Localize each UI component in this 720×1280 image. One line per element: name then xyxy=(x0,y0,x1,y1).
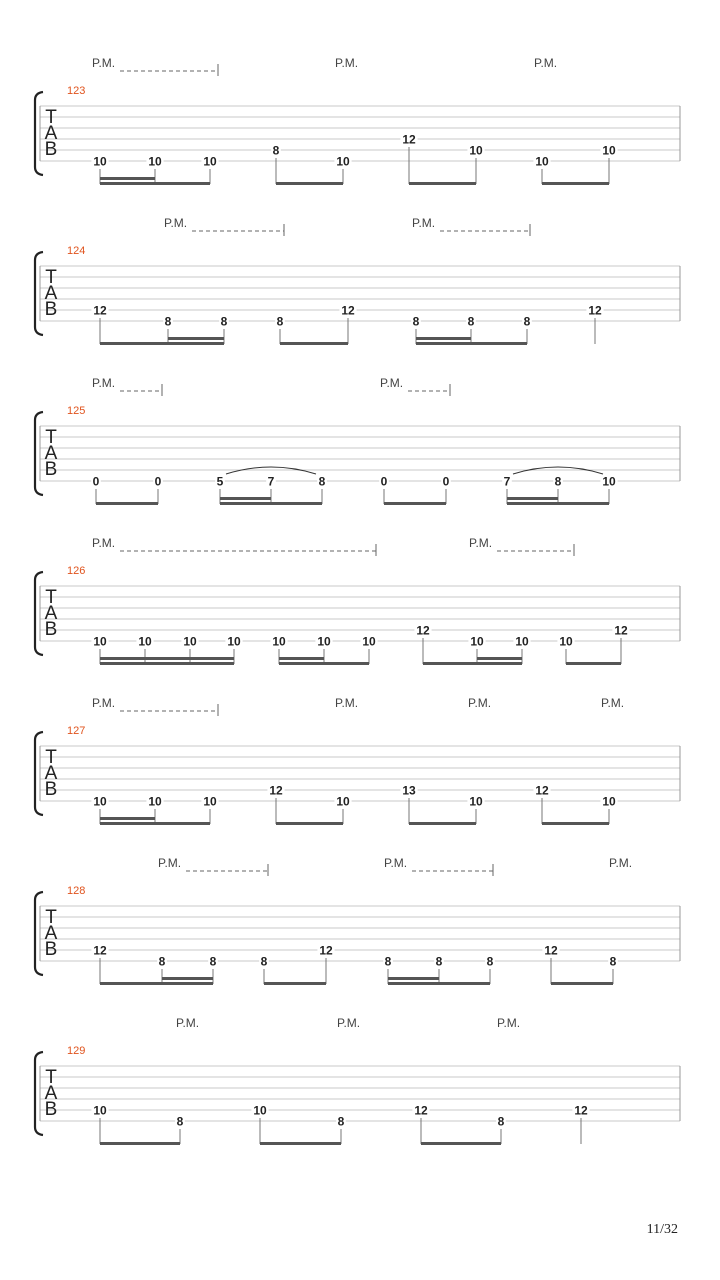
beam xyxy=(551,982,613,985)
fret-number: 10 xyxy=(602,474,616,489)
beam xyxy=(276,822,343,825)
fret-number: 10 xyxy=(336,794,350,809)
fret-number: 0 xyxy=(92,474,100,489)
beam xyxy=(100,662,234,665)
fret-number: 10 xyxy=(93,794,107,809)
palm-mute-label: P.M. xyxy=(380,376,404,390)
clef-letter-t: T xyxy=(45,907,57,928)
fret-number: 8 xyxy=(220,314,228,329)
beam-secondary xyxy=(100,817,155,820)
fret-number: 8 xyxy=(497,1114,505,1129)
beam xyxy=(100,182,210,185)
page-number: 11/32 xyxy=(646,1222,678,1237)
beam xyxy=(542,822,609,825)
fret-number: 8 xyxy=(318,474,326,489)
beam-secondary xyxy=(507,497,558,500)
staff-bracket xyxy=(35,892,43,975)
beam-secondary xyxy=(220,497,271,500)
fret-number: 12 xyxy=(588,303,602,318)
staff-bracket xyxy=(35,1052,43,1135)
beam xyxy=(416,342,527,345)
palm-mute-label: P.M. xyxy=(158,856,182,870)
fret-number: 0 xyxy=(154,474,162,489)
measure-number: 123 xyxy=(67,85,86,97)
fret-number: 13 xyxy=(402,783,416,798)
fret-number: 8 xyxy=(609,954,617,969)
staff-bracket xyxy=(35,252,43,335)
fret-number: 10 xyxy=(93,634,107,649)
beam xyxy=(100,982,213,985)
system-125 xyxy=(35,376,680,505)
clef-letter-b: B xyxy=(44,459,58,480)
palm-mute-label: P.M. xyxy=(412,216,436,230)
beam xyxy=(409,822,476,825)
fret-number: 7 xyxy=(267,474,275,489)
fret-number: 10 xyxy=(515,634,529,649)
fret-number: 12 xyxy=(269,783,283,798)
beam xyxy=(100,342,224,345)
fret-number: 10 xyxy=(535,154,549,169)
system-123 xyxy=(35,56,680,185)
beam xyxy=(220,502,322,505)
fret-number: 12 xyxy=(535,783,549,798)
beam-secondary xyxy=(388,977,439,980)
fret-number: 8 xyxy=(486,954,494,969)
palm-mute-label: P.M. xyxy=(609,856,633,870)
fret-number: 5 xyxy=(216,474,224,489)
fret-number: 10 xyxy=(336,154,350,169)
clef-letter-t: T xyxy=(45,1067,57,1088)
staff-bracket xyxy=(35,572,43,655)
palm-mute-label: P.M. xyxy=(497,1016,521,1030)
palm-mute-label: P.M. xyxy=(92,536,116,550)
staff-bracket xyxy=(35,92,43,175)
palm-mute-label: P.M. xyxy=(534,56,558,70)
beam xyxy=(276,182,343,185)
fret-number: 8 xyxy=(467,314,475,329)
fret-number: 10 xyxy=(203,794,217,809)
palm-mute-label: P.M. xyxy=(335,696,359,710)
measure-number: 128 xyxy=(67,885,86,897)
fret-number: 10 xyxy=(602,143,616,158)
clef-letter-t: T xyxy=(45,427,57,448)
clef-letter-a: A xyxy=(44,123,58,144)
clef-letter-a: A xyxy=(44,283,58,304)
staff-bracket xyxy=(35,412,43,495)
clef-letter-a: A xyxy=(44,763,58,784)
fret-number: 10 xyxy=(93,154,107,169)
fret-number: 0 xyxy=(380,474,388,489)
fret-number: 10 xyxy=(469,143,483,158)
fret-number: 10 xyxy=(203,154,217,169)
measure-number: 124 xyxy=(67,245,86,257)
fret-number: 12 xyxy=(319,943,333,958)
palm-mute-label: P.M. xyxy=(335,56,359,70)
fret-number: 8 xyxy=(276,314,284,329)
system-127 xyxy=(35,696,680,825)
beam xyxy=(260,1142,341,1145)
measure-number: 125 xyxy=(67,405,86,417)
palm-mute-label: P.M. xyxy=(176,1016,200,1030)
fret-number: 10 xyxy=(317,634,331,649)
fret-number: 0 xyxy=(442,474,450,489)
palm-mute-label: P.M. xyxy=(164,216,188,230)
clef-letter-t: T xyxy=(45,107,57,128)
fret-number: 10 xyxy=(559,634,573,649)
clef-letter-t: T xyxy=(45,587,57,608)
system-129 xyxy=(35,1016,680,1145)
fret-number: 8 xyxy=(337,1114,345,1129)
measure-number: 126 xyxy=(67,565,86,577)
clef-letter-b: B xyxy=(44,939,58,960)
beam xyxy=(423,662,522,665)
clef-letter-a: A xyxy=(44,443,58,464)
fret-number: 8 xyxy=(523,314,531,329)
fret-number: 8 xyxy=(272,143,280,158)
palm-mute-label: P.M. xyxy=(601,696,625,710)
fret-number: 8 xyxy=(412,314,420,329)
beam-secondary xyxy=(168,337,224,340)
beam xyxy=(409,182,476,185)
fret-number: 8 xyxy=(209,954,217,969)
measure-number: 127 xyxy=(67,725,86,737)
staff-bracket xyxy=(35,732,43,815)
system-124 xyxy=(35,216,680,345)
clef-letter-b: B xyxy=(44,139,58,160)
beam-secondary xyxy=(477,657,522,660)
fret-number: 10 xyxy=(183,634,197,649)
beam xyxy=(542,182,609,185)
fret-number: 8 xyxy=(260,954,268,969)
fret-number: 12 xyxy=(341,303,355,318)
clef-letter-a: A xyxy=(44,1083,58,1104)
fret-number: 10 xyxy=(253,1103,267,1118)
system-126 xyxy=(35,536,680,665)
system-128 xyxy=(35,856,680,985)
fret-number: 10 xyxy=(227,634,241,649)
beam xyxy=(100,822,210,825)
clef-letter-t: T xyxy=(45,747,57,768)
fret-number: 10 xyxy=(602,794,616,809)
beam xyxy=(388,982,490,985)
beam-secondary xyxy=(416,337,471,340)
fret-number: 12 xyxy=(416,623,430,638)
clef-letter-a: A xyxy=(44,603,58,624)
clef-letter-a: A xyxy=(44,923,58,944)
beam-secondary xyxy=(100,657,234,660)
fret-number: 10 xyxy=(138,634,152,649)
fret-number: 8 xyxy=(384,954,392,969)
beam-secondary xyxy=(279,657,324,660)
measure-number: 129 xyxy=(67,1045,86,1057)
clef-letter-t: T xyxy=(45,267,57,288)
beam xyxy=(100,1142,180,1145)
palm-mute-label: P.M. xyxy=(92,376,116,390)
fret-number: 7 xyxy=(503,474,511,489)
fret-number: 10 xyxy=(272,634,286,649)
beam xyxy=(384,502,446,505)
fret-number: 12 xyxy=(402,132,416,147)
fret-number: 10 xyxy=(148,794,162,809)
palm-mute-label: P.M. xyxy=(92,56,116,70)
fret-number: 10 xyxy=(148,154,162,169)
beam-secondary xyxy=(100,177,155,180)
beam xyxy=(421,1142,501,1145)
fret-number: 8 xyxy=(164,314,172,329)
palm-mute-label: P.M. xyxy=(384,856,408,870)
clef-letter-b: B xyxy=(44,299,58,320)
fret-number: 10 xyxy=(470,634,484,649)
fret-number: 10 xyxy=(362,634,376,649)
beam xyxy=(566,662,621,665)
fret-number: 10 xyxy=(93,1103,107,1118)
fret-number: 12 xyxy=(544,943,558,958)
beam-secondary xyxy=(162,977,213,980)
fret-number: 12 xyxy=(414,1103,428,1118)
fret-number: 12 xyxy=(574,1103,588,1118)
fret-number: 8 xyxy=(435,954,443,969)
beam xyxy=(96,502,158,505)
beam xyxy=(279,662,369,665)
fret-number: 12 xyxy=(614,623,628,638)
fret-number: 8 xyxy=(158,954,166,969)
clef-letter-b: B xyxy=(44,779,58,800)
beam xyxy=(280,342,348,345)
fret-number: 12 xyxy=(93,943,107,958)
fret-number: 10 xyxy=(469,794,483,809)
clef-letter-b: B xyxy=(44,619,58,640)
fret-number: 8 xyxy=(176,1114,184,1129)
palm-mute-label: P.M. xyxy=(469,536,493,550)
clef-letter-b: B xyxy=(44,1099,58,1120)
beam xyxy=(507,502,609,505)
palm-mute-label: P.M. xyxy=(92,696,116,710)
fret-number: 12 xyxy=(93,303,107,318)
beam xyxy=(264,982,326,985)
palm-mute-label: P.M. xyxy=(468,696,492,710)
palm-mute-label: P.M. xyxy=(337,1016,361,1030)
fret-number: 8 xyxy=(554,474,562,489)
